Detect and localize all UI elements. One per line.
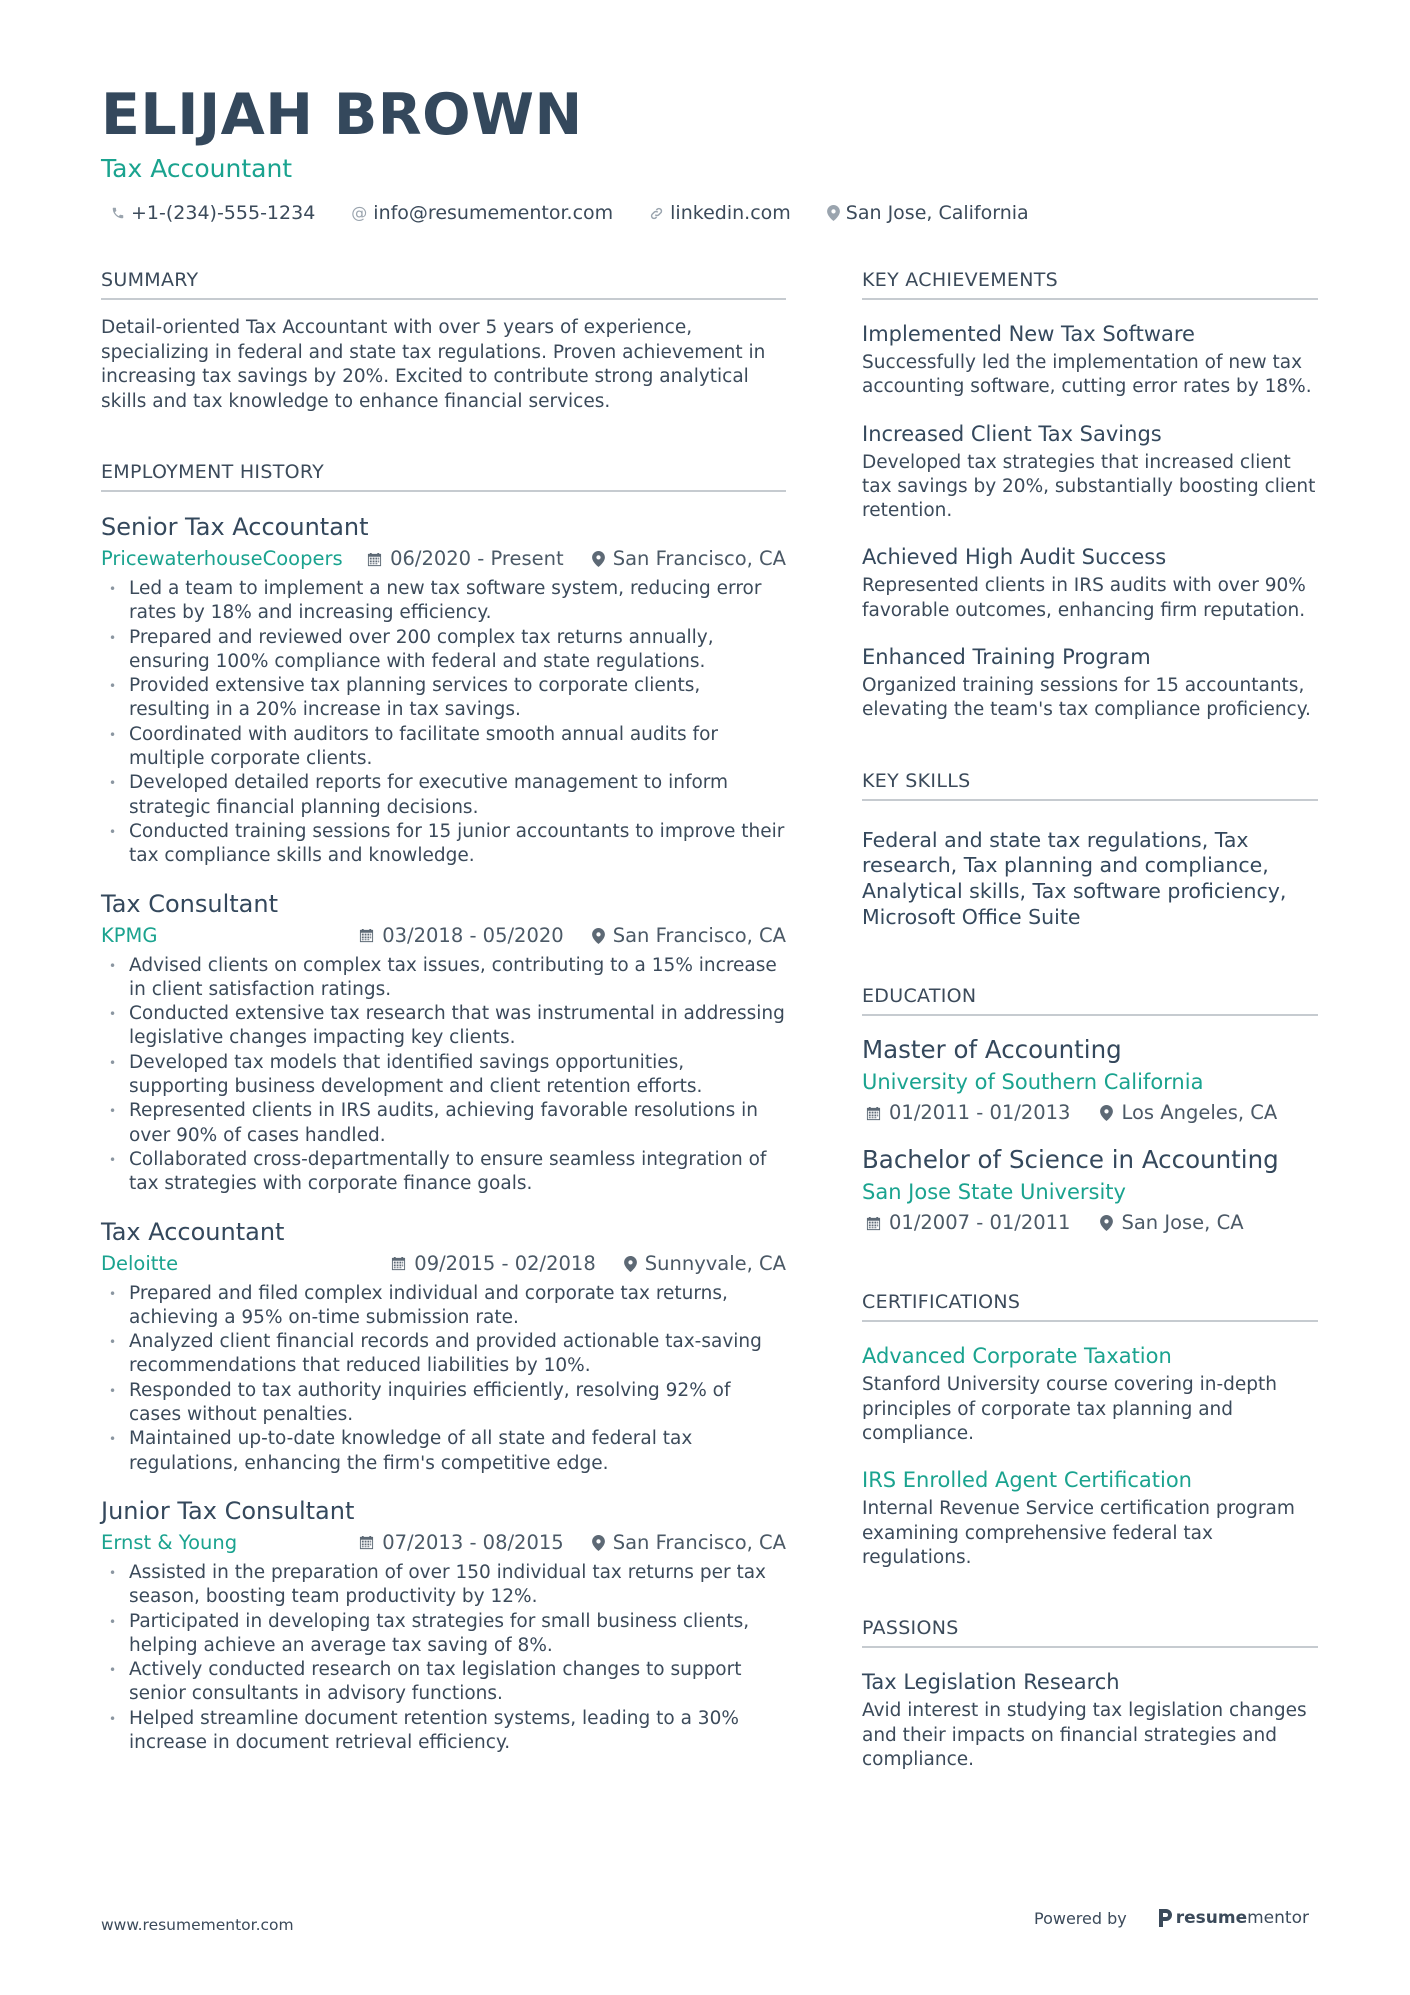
job-bullet: • Collaborated cross-departmentally to ensure seamless integration of tax strategies with corporate finance goals. — [101, 1148, 786, 1197]
certification-title: IRS Enrolled Agent Certification — [862, 1468, 1192, 1493]
calendar-icon — [359, 1535, 374, 1550]
achievement-desc: Successfully led the implementation of new tax accounting software, cutting error rates by 18%. — [862, 352, 1312, 398]
education-school: San Jose State University — [862, 1180, 1126, 1205]
education-degree: Bachelor of Science in Accounting — [862, 1145, 1279, 1175]
achievement-item — [862, 420, 1318, 524]
brand-logo[interactable] — [1157, 1908, 1309, 1928]
job-dates — [391, 1251, 595, 1277]
education-dates — [866, 1210, 1070, 1236]
certifications-heading: CERTIFICATIONS — [862, 1290, 1318, 1322]
certification-title: Advanced Corporate Taxation — [862, 1344, 1172, 1369]
job-bullet: • Prepared and reviewed over 200 complex tax returns annually, ensuring 100% compliance with federal and state regulations. — [101, 626, 786, 675]
linkedin-text: linkedin.com — [670, 202, 791, 224]
contact-location — [817, 200, 1029, 226]
passion-title: Tax Legislation Research — [862, 1670, 1120, 1695]
phone-icon — [111, 206, 125, 220]
job-bullets — [101, 954, 786, 1197]
job-location-text: Sunnyvale, CA — [644, 1251, 786, 1275]
candidate-role: Tax Accountant — [101, 154, 293, 183]
job-bullets — [101, 1561, 786, 1755]
job-location — [592, 923, 786, 949]
job-location-text: San Francisco, CA — [612, 923, 786, 947]
contact-phone[interactable] — [101, 200, 315, 226]
contact-linkedin[interactable] — [639, 200, 791, 226]
calendar-icon — [866, 1216, 881, 1231]
employment-list — [101, 512, 786, 1755]
achievement-title: Increased Client Tax Savings — [862, 421, 1162, 446]
candidate-name: ELIJAH BROWN — [101, 82, 583, 148]
map-pin-icon — [592, 928, 605, 944]
job-bullets — [101, 1282, 786, 1476]
job-title: Tax Consultant — [101, 889, 278, 918]
education-list — [862, 1034, 1318, 1236]
job-company: KPMG — [101, 923, 158, 947]
job-dates-text: 06/2020 - Present — [390, 547, 564, 570]
brand-name-part2: mentor — [1247, 1908, 1309, 1928]
job-bullet: • Provided extensive tax planning services to corporate clients, resulting in a 20% increase in tax savings. — [101, 674, 786, 723]
job-entry — [101, 512, 786, 869]
job-entry — [101, 1496, 786, 1755]
education-location-text: Los Angeles, CA — [1121, 1101, 1278, 1125]
education-item — [862, 1034, 1318, 1126]
job-bullet: • Led a team to implement a new tax software system, reducing error rates by 18% and increasing efficiency. — [101, 577, 786, 626]
certification-item — [862, 1466, 1318, 1570]
summary-text: Detail-oriented Tax Accountant with over 5 years of experience, specializing in federal and state tax regulations. Proven achievement in increasing tax savings by 20%. Excited to contribute strong analytical skills and tax knowledge to enhance financial services. — [101, 317, 766, 412]
right-column — [862, 268, 1318, 1772]
job-meta — [101, 1530, 786, 1556]
job-title: Tax Accountant — [101, 1217, 285, 1246]
job-bullet: • Developed tax models that identified savings opportunities, supporting business development and client retention efforts. — [101, 1051, 786, 1100]
job-location-text: San Francisco, CA — [612, 547, 786, 570]
education-heading: EDUCATION — [862, 984, 1318, 1016]
certifications-list — [862, 1342, 1318, 1570]
calendar-icon — [359, 928, 374, 943]
education-dates-text: 01/2007 - 01/2011 — [889, 1211, 1071, 1235]
job-bullet: • Coordinated with auditors to facilitate smooth annual audits for multiple corporate clients. — [101, 723, 786, 772]
passion-item — [862, 1668, 1318, 1772]
brand-mark-icon — [1157, 1909, 1172, 1927]
footer-website[interactable]: www.resumementor.com — [101, 1916, 294, 1934]
education-location — [1100, 1100, 1277, 1126]
job-dates — [359, 1530, 563, 1556]
contact-email[interactable] — [341, 200, 613, 226]
summary-heading: SUMMARY — [101, 268, 786, 300]
certification-desc: Stanford University course covering in-depth principles of corporate tax planning and compliance. — [862, 1374, 1278, 1445]
job-dates — [367, 546, 564, 572]
map-pin-icon — [592, 1535, 605, 1551]
passions-heading: PASSIONS — [862, 1616, 1318, 1648]
job-bullets — [101, 577, 786, 869]
education-location — [1100, 1210, 1243, 1236]
job-bullet: • Represented clients in IRS audits, achieving favorable resolutions in over 90% of cases handled. — [101, 1099, 786, 1148]
education-item — [862, 1144, 1318, 1236]
passions-list — [862, 1668, 1318, 1772]
job-meta — [101, 1251, 786, 1277]
job-entry — [101, 1217, 786, 1476]
calendar-icon — [367, 552, 382, 567]
job-bullet: • Analyzed client financial records and provided actionable tax-saving recommendations that reduced liabilities by 10%. — [101, 1330, 786, 1379]
job-title: Senior Tax Accountant — [101, 513, 369, 541]
job-bullet: • Advised clients on complex tax issues, contributing to a 15% increase in client satisfaction ratings. — [101, 954, 786, 1003]
achievement-item — [862, 320, 1318, 400]
achievements-list — [862, 320, 1318, 723]
map-pin-icon — [592, 551, 605, 567]
map-pin-icon — [1100, 1105, 1113, 1121]
achievement-item — [862, 543, 1318, 623]
map-pin-icon — [1100, 1215, 1113, 1231]
skills-heading: KEY SKILLS — [862, 769, 1318, 801]
education-meta — [862, 1100, 1318, 1126]
email-text: info@resumementor.com — [373, 202, 614, 224]
job-dates-text: 07/2013 - 08/2015 — [382, 1530, 564, 1554]
calendar-icon — [391, 1256, 406, 1271]
job-company: PricewaterhouseCoopers — [101, 547, 343, 570]
achievement-title: Enhanced Training Program — [862, 645, 1151, 670]
achievement-desc: Developed tax strategies that increased client tax savings by 20%, substantially boosting client retention. — [862, 451, 1316, 522]
job-bullet: • Prepared and filed complex individual and corporate tax returns, achieving a 95% on-time submission rate. — [101, 1282, 786, 1331]
achievement-desc: Represented clients in IRS audits with over 90% favorable outcomes, enhancing firm reputation. — [862, 575, 1306, 621]
calendar-icon — [866, 1106, 881, 1121]
education-dates — [866, 1100, 1070, 1126]
certification-desc: Internal Revenue Service certification program examining comprehensive federal tax regulations. — [862, 1498, 1295, 1568]
job-bullet: • Helped streamline document retention systems, leading to a 30% increase in document retrieval efficiency. — [101, 1707, 786, 1756]
job-location — [592, 1530, 786, 1556]
job-bullet: • Developed detailed reports for executive management to inform strategic financial planning decisions. — [101, 771, 786, 820]
job-bullet: • Participated in developing tax strategies for small business clients, helping achieve an average tax saving of 8%. — [101, 1610, 786, 1659]
job-dates-text: 03/2018 - 05/2020 — [382, 923, 564, 947]
education-meta — [862, 1210, 1318, 1236]
education-location-text: San Jose, CA — [1121, 1211, 1244, 1235]
job-dates — [359, 923, 563, 949]
at-icon: @ — [351, 203, 368, 222]
education-degree: Master of Accounting — [862, 1035, 1122, 1065]
job-company: Deloitte — [101, 1251, 179, 1275]
job-title: Junior Tax Consultant — [101, 1496, 355, 1525]
link-icon — [649, 206, 664, 221]
job-company: Ernst & Young — [101, 1530, 238, 1554]
contact-bar — [101, 200, 1321, 226]
job-bullet: • Responded to tax authority inquiries efficiently, resolving 92% of cases without penalties. — [101, 1379, 786, 1428]
left-column — [101, 268, 786, 1755]
job-bullet: • Conducted extensive tax research that was instrumental in addressing legislative changes impacting key clients. — [101, 1002, 786, 1051]
job-meta — [101, 923, 786, 949]
achievement-desc: Organized training sessions for 15 accountants, elevating the team's tax compliance proficiency. — [862, 675, 1311, 721]
job-location-text: San Francisco, CA — [612, 1530, 786, 1554]
job-bullet: • Conducted training sessions for 15 junior accountants to improve their tax compliance skills and knowledge. — [101, 820, 786, 869]
powered-by-label: Powered by — [1034, 1908, 1127, 1928]
job-meta — [101, 546, 786, 572]
education-school: University of Southern California — [862, 1070, 1204, 1095]
job-location — [624, 1251, 786, 1277]
job-bullet: • Actively conducted research on tax legislation changes to support senior consultants in advisory functions. — [101, 1658, 786, 1707]
certification-item — [862, 1342, 1318, 1446]
job-location — [592, 546, 786, 572]
map-pin-icon — [624, 1256, 637, 1272]
passion-desc: Avid interest in studying tax legislation changes and their impacts on financial strategies and compliance. — [862, 1700, 1307, 1770]
achievement-title: Implemented New Tax Software — [862, 322, 1195, 346]
job-bullet: • Maintained up-to-date knowledge of all state and federal tax regulations, enhancing the firm's competitive edge. — [101, 1427, 786, 1476]
job-bullet: • Assisted in the preparation of over 150 individual tax returns per tax season, boosting team productivity by 12%. — [101, 1561, 786, 1610]
map-pin-icon — [827, 205, 840, 221]
achievement-item — [862, 643, 1318, 723]
education-dates-text: 01/2011 - 01/2013 — [889, 1101, 1071, 1125]
brand-name-part1: resume — [1175, 1908, 1248, 1928]
skills-text: Federal and state tax regulations, Tax research, Tax planning and compliance, Analytical skills, Tax software proficiency, Microsoft Office Suite — [862, 827, 1287, 929]
location-text: San Jose, California — [845, 202, 1029, 224]
achievement-title: Achieved High Audit Success — [862, 545, 1167, 570]
employment-heading: EMPLOYMENT HISTORY — [101, 460, 786, 492]
resume-header — [101, 82, 1321, 226]
achievements-heading: KEY ACHIEVEMENTS — [862, 268, 1318, 300]
job-dates-text: 09/2015 - 02/2018 — [414, 1251, 596, 1275]
job-entry — [101, 889, 786, 1197]
phone-text: +1-(234)-555-1234 — [131, 202, 316, 224]
footer-branding — [1034, 1908, 1309, 1928]
